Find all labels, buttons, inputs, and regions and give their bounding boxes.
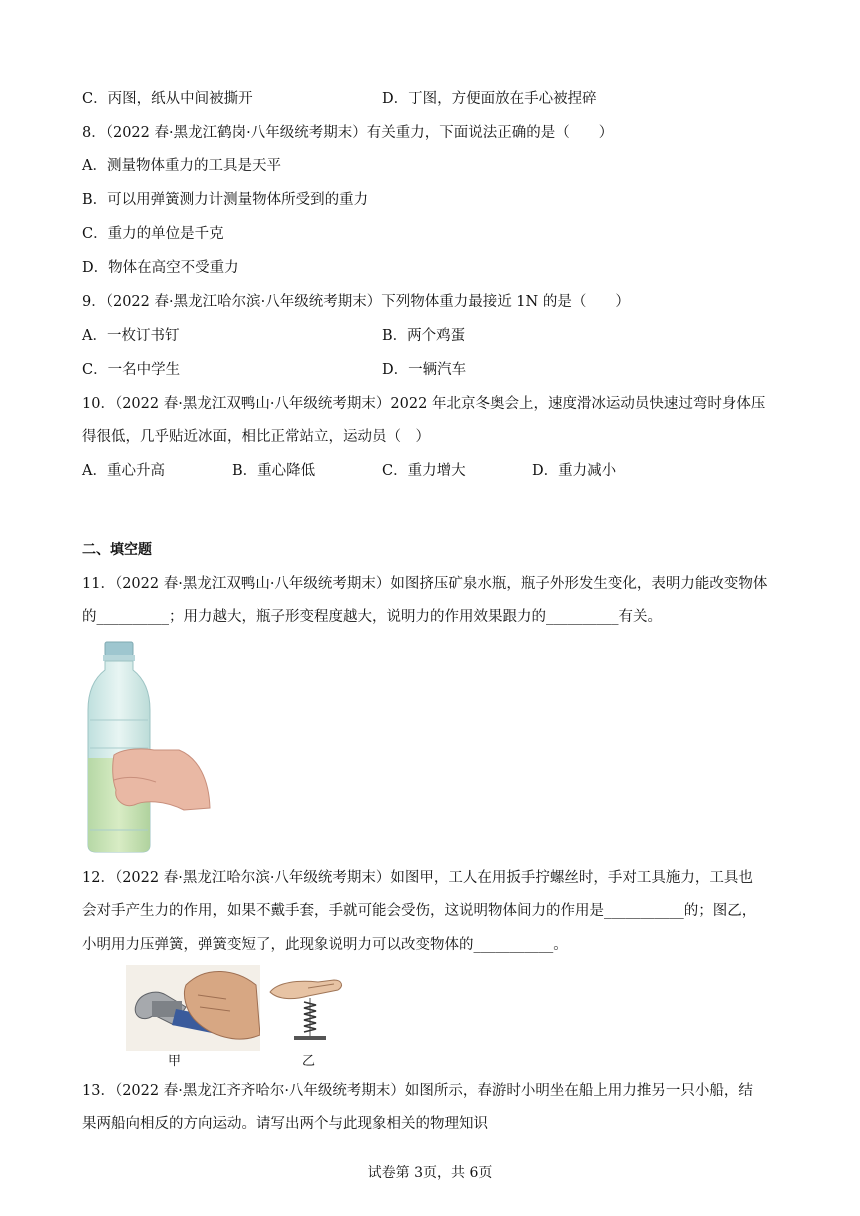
q12-line2: 会对手产生力的作用，如果不戴手套，手就可能会受伤，这说明物体间力的作用是___________的；图乙， — [82, 903, 757, 919]
q10-option-d: D．重力减小 — [532, 463, 617, 479]
q12-line3: 小明用力压弹簧，弹簧变短了，此现象说明力可以改变物体的___________。 — [82, 937, 568, 953]
wrench-hand-image — [126, 965, 260, 1051]
spring-press-image — [268, 974, 348, 1054]
q8-option-c: C．重力的单位是千克 — [82, 226, 224, 242]
q9-option-b: B．两个鸡蛋 — [382, 328, 466, 344]
q10-stem-line1: 10．（2022 春·黑龙江双鸭山·八年级统考期末）2022 年北京冬奥会上，速度滑冰运动员快速过弯时身体压 — [82, 396, 766, 412]
figure-label-yi: 乙 — [302, 1054, 316, 1069]
q10-stem-line2: 得很低，几乎贴近冰面，相比正常站立，运动员（ ） — [82, 429, 430, 445]
q12-line1: 12．（2022 春·黑龙江哈尔滨·八年级统考期末）如图甲，工人在用扳手拧螺丝时，手对工具施力，工具也 — [82, 870, 753, 886]
section-heading-fill-in: 二、填空题 — [82, 542, 152, 558]
q7-option-c: C．丙图，纸从中间被撕开 — [82, 91, 253, 107]
q9-option-d: D．一辆汽车 — [382, 362, 467, 378]
q8-stem: 8．（2022 春·黑龙江鹤岗·八年级统考期末）有关重力，下面说法正确的是（ ） — [82, 125, 614, 141]
q11-line1: 11．（2022 春·黑龙江双鸭山·八年级统考期末）如图挤压矿泉水瓶，瓶子外形发生变化，表明力能改变物体 — [82, 576, 768, 592]
bottle-squeeze-image — [84, 640, 214, 855]
figure-label-jia: 甲 — [168, 1054, 182, 1069]
q10-option-b: B．重心降低 — [232, 463, 316, 479]
q9-option-c: C．一名中学生 — [82, 362, 181, 378]
q13-line1: 13．（2022 春·黑龙江齐齐哈尔·八年级统考期末）如图所示，春游时小明坐在船上用力推另一只小船，结 — [82, 1083, 753, 1099]
q9-stem: 9．（2022 春·黑龙江哈尔滨·八年级统考期末）下列物体重力最接近 1N 的是（ ） — [82, 294, 630, 310]
q9-option-a: A．一枚订书钉 — [82, 328, 180, 344]
q13-line2: 果两船向相反的方向运动。请写出两个与此现象相关的物理知识 — [82, 1116, 488, 1132]
page-footer: 试卷第 3页，共 6页 — [367, 1165, 493, 1181]
q8-option-d: D．物体在高空不受重力 — [82, 260, 239, 276]
q10-option-a: A．重心升高 — [82, 463, 165, 479]
q8-option-b: B．可以用弹簧测力计测量物体所受到的重力 — [82, 192, 369, 208]
q10-option-c: C．重力增大 — [382, 463, 466, 479]
q11-line2: 的__________；用力越大，瓶子形变程度越大，说明力的作用效果跟力的__________有关。 — [82, 609, 662, 625]
q8-option-a: A．测量物体重力的工具是天平 — [82, 158, 281, 174]
q7-option-d: D．丁图，方便面放在手心被捏碎 — [382, 91, 597, 107]
